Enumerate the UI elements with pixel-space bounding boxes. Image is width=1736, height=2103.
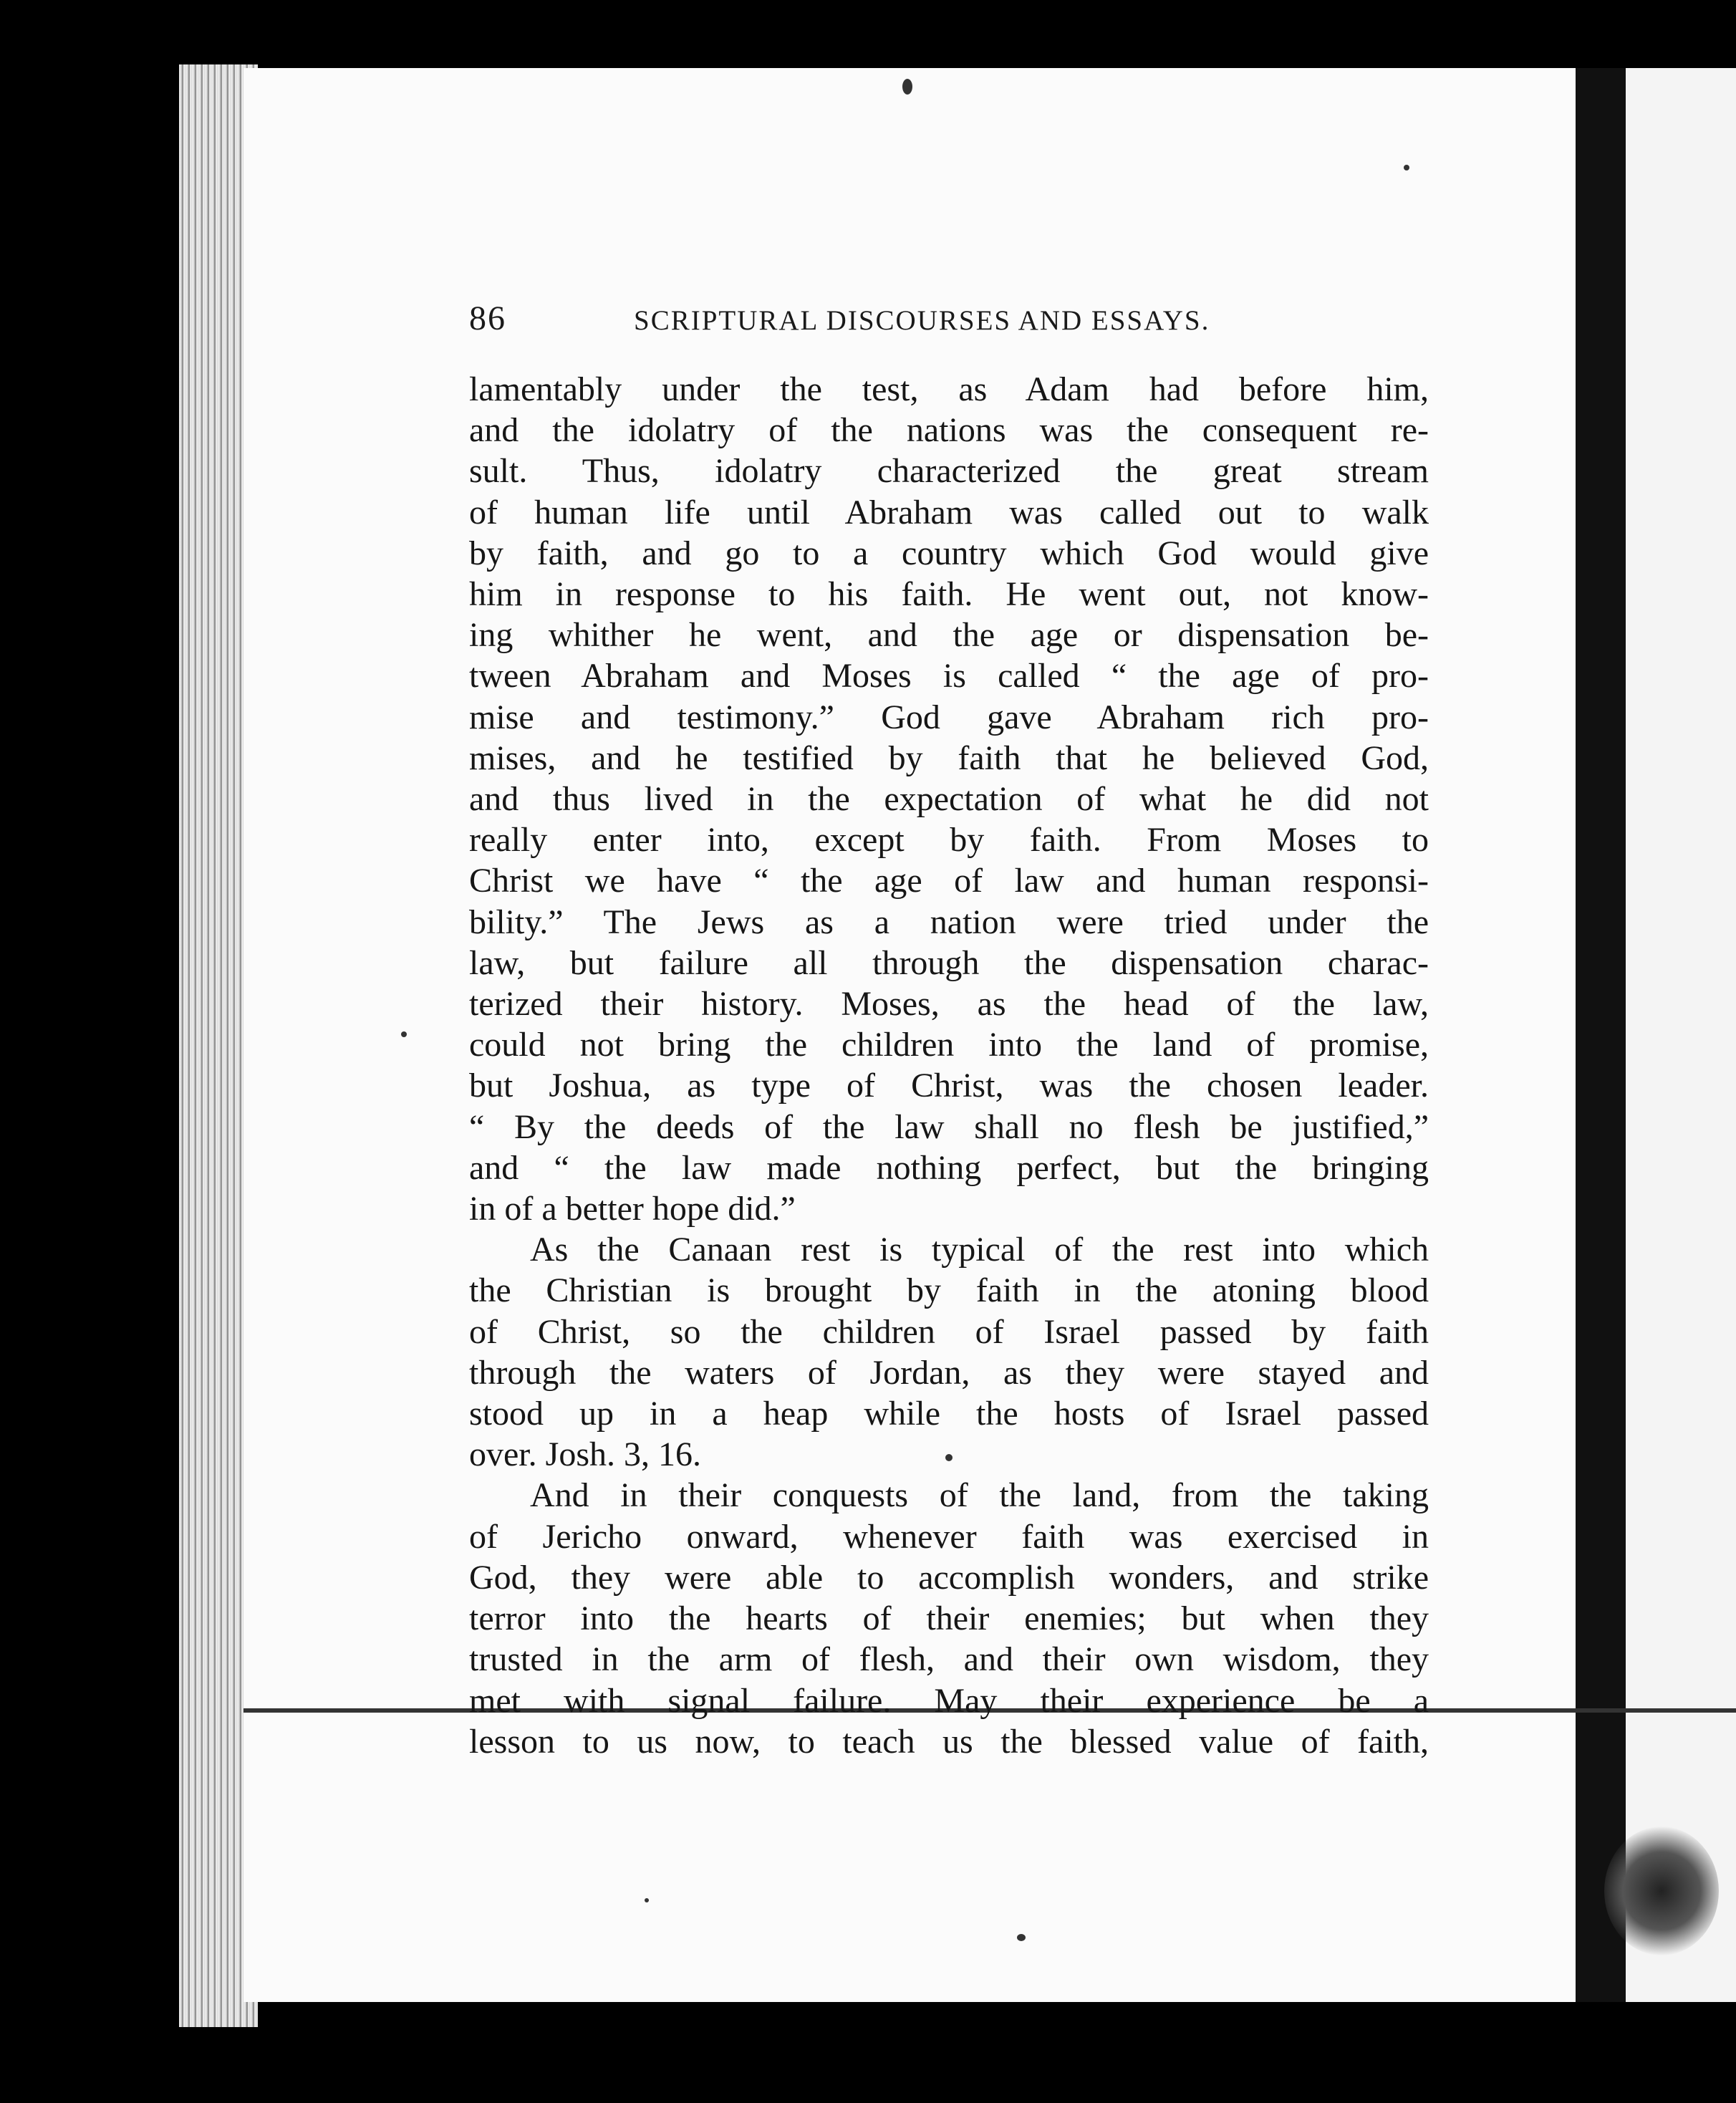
text-line: tween Abraham and Moses is called “ the age of pro- bbox=[469, 657, 1429, 696]
text-line: of human life until Abraham was called out to walk bbox=[469, 493, 1429, 531]
text-line: mise and testimony.” God gave Abraham rich pro- bbox=[469, 698, 1429, 736]
text-line: terized their history. Moses, as the head of the law, bbox=[469, 985, 1429, 1024]
text-line: and “ the law made nothing perfect, but the bringing bbox=[469, 1148, 1429, 1187]
text-line: but Joshua, as type of Christ, was the chosen leader. bbox=[469, 1067, 1429, 1105]
text-line: sult. Thus, idolatry characterized the great stream bbox=[469, 452, 1429, 491]
text-line: As the Canaan rest is typical of the rest into which bbox=[530, 1231, 1429, 1269]
text-line: him in response to his faith. He went out, not know- bbox=[469, 575, 1429, 614]
paragraph bbox=[469, 1475, 1429, 1761]
dust-speck bbox=[645, 1898, 649, 1902]
text-line: met with signal failure. May their experience be a bbox=[469, 1681, 1429, 1720]
text-line: really enter into, except by faith. From Moses to bbox=[469, 821, 1429, 860]
text-line: could not bring the children into the land of promise, bbox=[469, 1026, 1429, 1064]
dust-speck bbox=[1017, 1934, 1026, 1941]
dust-speck bbox=[401, 1031, 407, 1037]
text-line: lesson to us now, to teach us the blessed value of faith, bbox=[469, 1722, 1429, 1761]
text-line: by faith, and go to a country which God would give bbox=[469, 534, 1429, 572]
text-line: over. Josh. 3, 16. bbox=[469, 1435, 701, 1474]
text-line: and thus lived in the expectation of what he did not bbox=[469, 780, 1429, 819]
body-text bbox=[469, 369, 1429, 1762]
text-line: terror into the hearts of their enemies; but when they bbox=[469, 1599, 1429, 1638]
paragraph bbox=[469, 369, 1429, 1229]
text-line: Christ we have “ the age of law and human responsi- bbox=[469, 862, 1429, 900]
dust-speck bbox=[902, 79, 912, 95]
header-title: SCRIPTURAL DISCOURSES AND ESSAYS. bbox=[634, 305, 1210, 336]
text-line: God, they were able to accomplish wonders, and strike bbox=[469, 1558, 1429, 1597]
text-line: bility.” The Jews as a nation were tried under the bbox=[469, 903, 1429, 941]
text-line: mises, and he testified by faith that he believed God, bbox=[469, 738, 1429, 777]
text-line: law, but failure all through the dispensation charac- bbox=[469, 943, 1429, 982]
text-line: lamentably under the test, as Adam had before him, bbox=[469, 370, 1429, 408]
text-line: “ By the deeds of the law shall no flesh be justified,” bbox=[469, 1107, 1429, 1146]
dust-speck bbox=[1404, 165, 1409, 170]
text-line: ing whither he went, and the age or dispensation be- bbox=[469, 616, 1429, 655]
text-line: of Christ, so the children of Israel passed by faith bbox=[469, 1312, 1429, 1351]
text-line: in of a better hope did.” bbox=[469, 1190, 796, 1228]
text-line: the Christian is brought by faith in the atoning blood bbox=[469, 1271, 1429, 1310]
page-number: 86 bbox=[469, 299, 506, 337]
text-line: stood up in a heap while the hosts of Israel passed bbox=[469, 1395, 1429, 1433]
text-line: and the idolatry of the nations was the consequent re- bbox=[469, 411, 1429, 450]
ink-stain bbox=[1604, 1827, 1719, 1955]
paragraph bbox=[469, 1229, 1429, 1475]
text-line: And in their conquests of the land, from the taking bbox=[530, 1476, 1429, 1515]
text-line: trusted in the arm of flesh, and their own wisdom, they bbox=[469, 1640, 1429, 1679]
text-line: of Jericho onward, whenever faith was exercised in bbox=[469, 1517, 1429, 1556]
text-line: through the waters of Jordan, as they were stayed and bbox=[469, 1353, 1429, 1392]
